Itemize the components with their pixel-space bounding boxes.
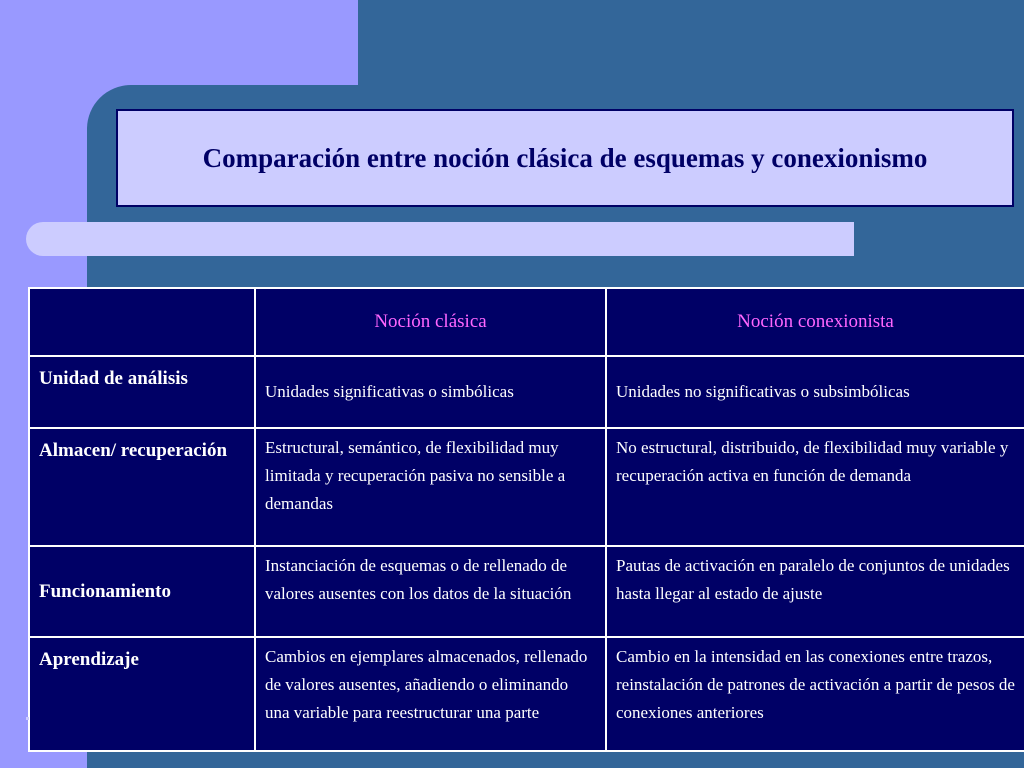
cell-conexionista: No estructural, distribuido, de flexibilidad muy variable y recuperación activa en función de demanda bbox=[606, 428, 1024, 546]
cell-conexionista: Cambio en la intensidad en las conexiones entre trazos, reinstalación de patrones de activación a partir de pesos de conexiones anteriores bbox=[606, 637, 1024, 751]
cell-conexionista: Unidades no significativas o subsimbólicas bbox=[606, 356, 1024, 428]
row-label: Almacen/ recuperación bbox=[29, 428, 255, 546]
title-box bbox=[116, 109, 1014, 207]
row-label: Unidad de análisis bbox=[29, 356, 255, 428]
slide-title: Comparación entre noción clásica de esquemas y conexionismo bbox=[202, 142, 928, 173]
table-header-row bbox=[29, 288, 1024, 356]
cell-clasica: Unidades significativas o simbólicas bbox=[255, 356, 606, 428]
row-label: Funcionamiento bbox=[29, 546, 255, 637]
cell-clasica: Estructural, semántico, de flexibilidad muy limitada y recuperación pasiva no sensible a demandas bbox=[255, 428, 606, 546]
row-label: Aprendizaje bbox=[29, 637, 255, 751]
background-steel-top bbox=[358, 0, 1024, 86]
header-nocion-clasica: Noción clásica bbox=[255, 288, 606, 356]
cell-clasica: Instanciación de esquemas o de rellenado de valores ausentes con los datos de la situación bbox=[255, 546, 606, 637]
cell-conexionista: Pautas de activación en paralelo de conjuntos de unidades hasta llegar al estado de ajuste bbox=[606, 546, 1024, 637]
table-row bbox=[29, 637, 1024, 751]
table-row bbox=[29, 356, 1024, 428]
comparison-table bbox=[28, 287, 1024, 752]
decorative-dot bbox=[26, 717, 29, 720]
cell-clasica: Cambios en ejemplares almacenados, rellenado de valores ausentes, añadiendo o eliminando una variable para reestructurar una parte bbox=[255, 637, 606, 751]
table-row bbox=[29, 428, 1024, 546]
decorative-pill-bar bbox=[26, 222, 854, 256]
header-empty-cell bbox=[29, 288, 255, 356]
table-row bbox=[29, 546, 1024, 637]
header-nocion-conexionista: Noción conexionista bbox=[606, 288, 1024, 356]
